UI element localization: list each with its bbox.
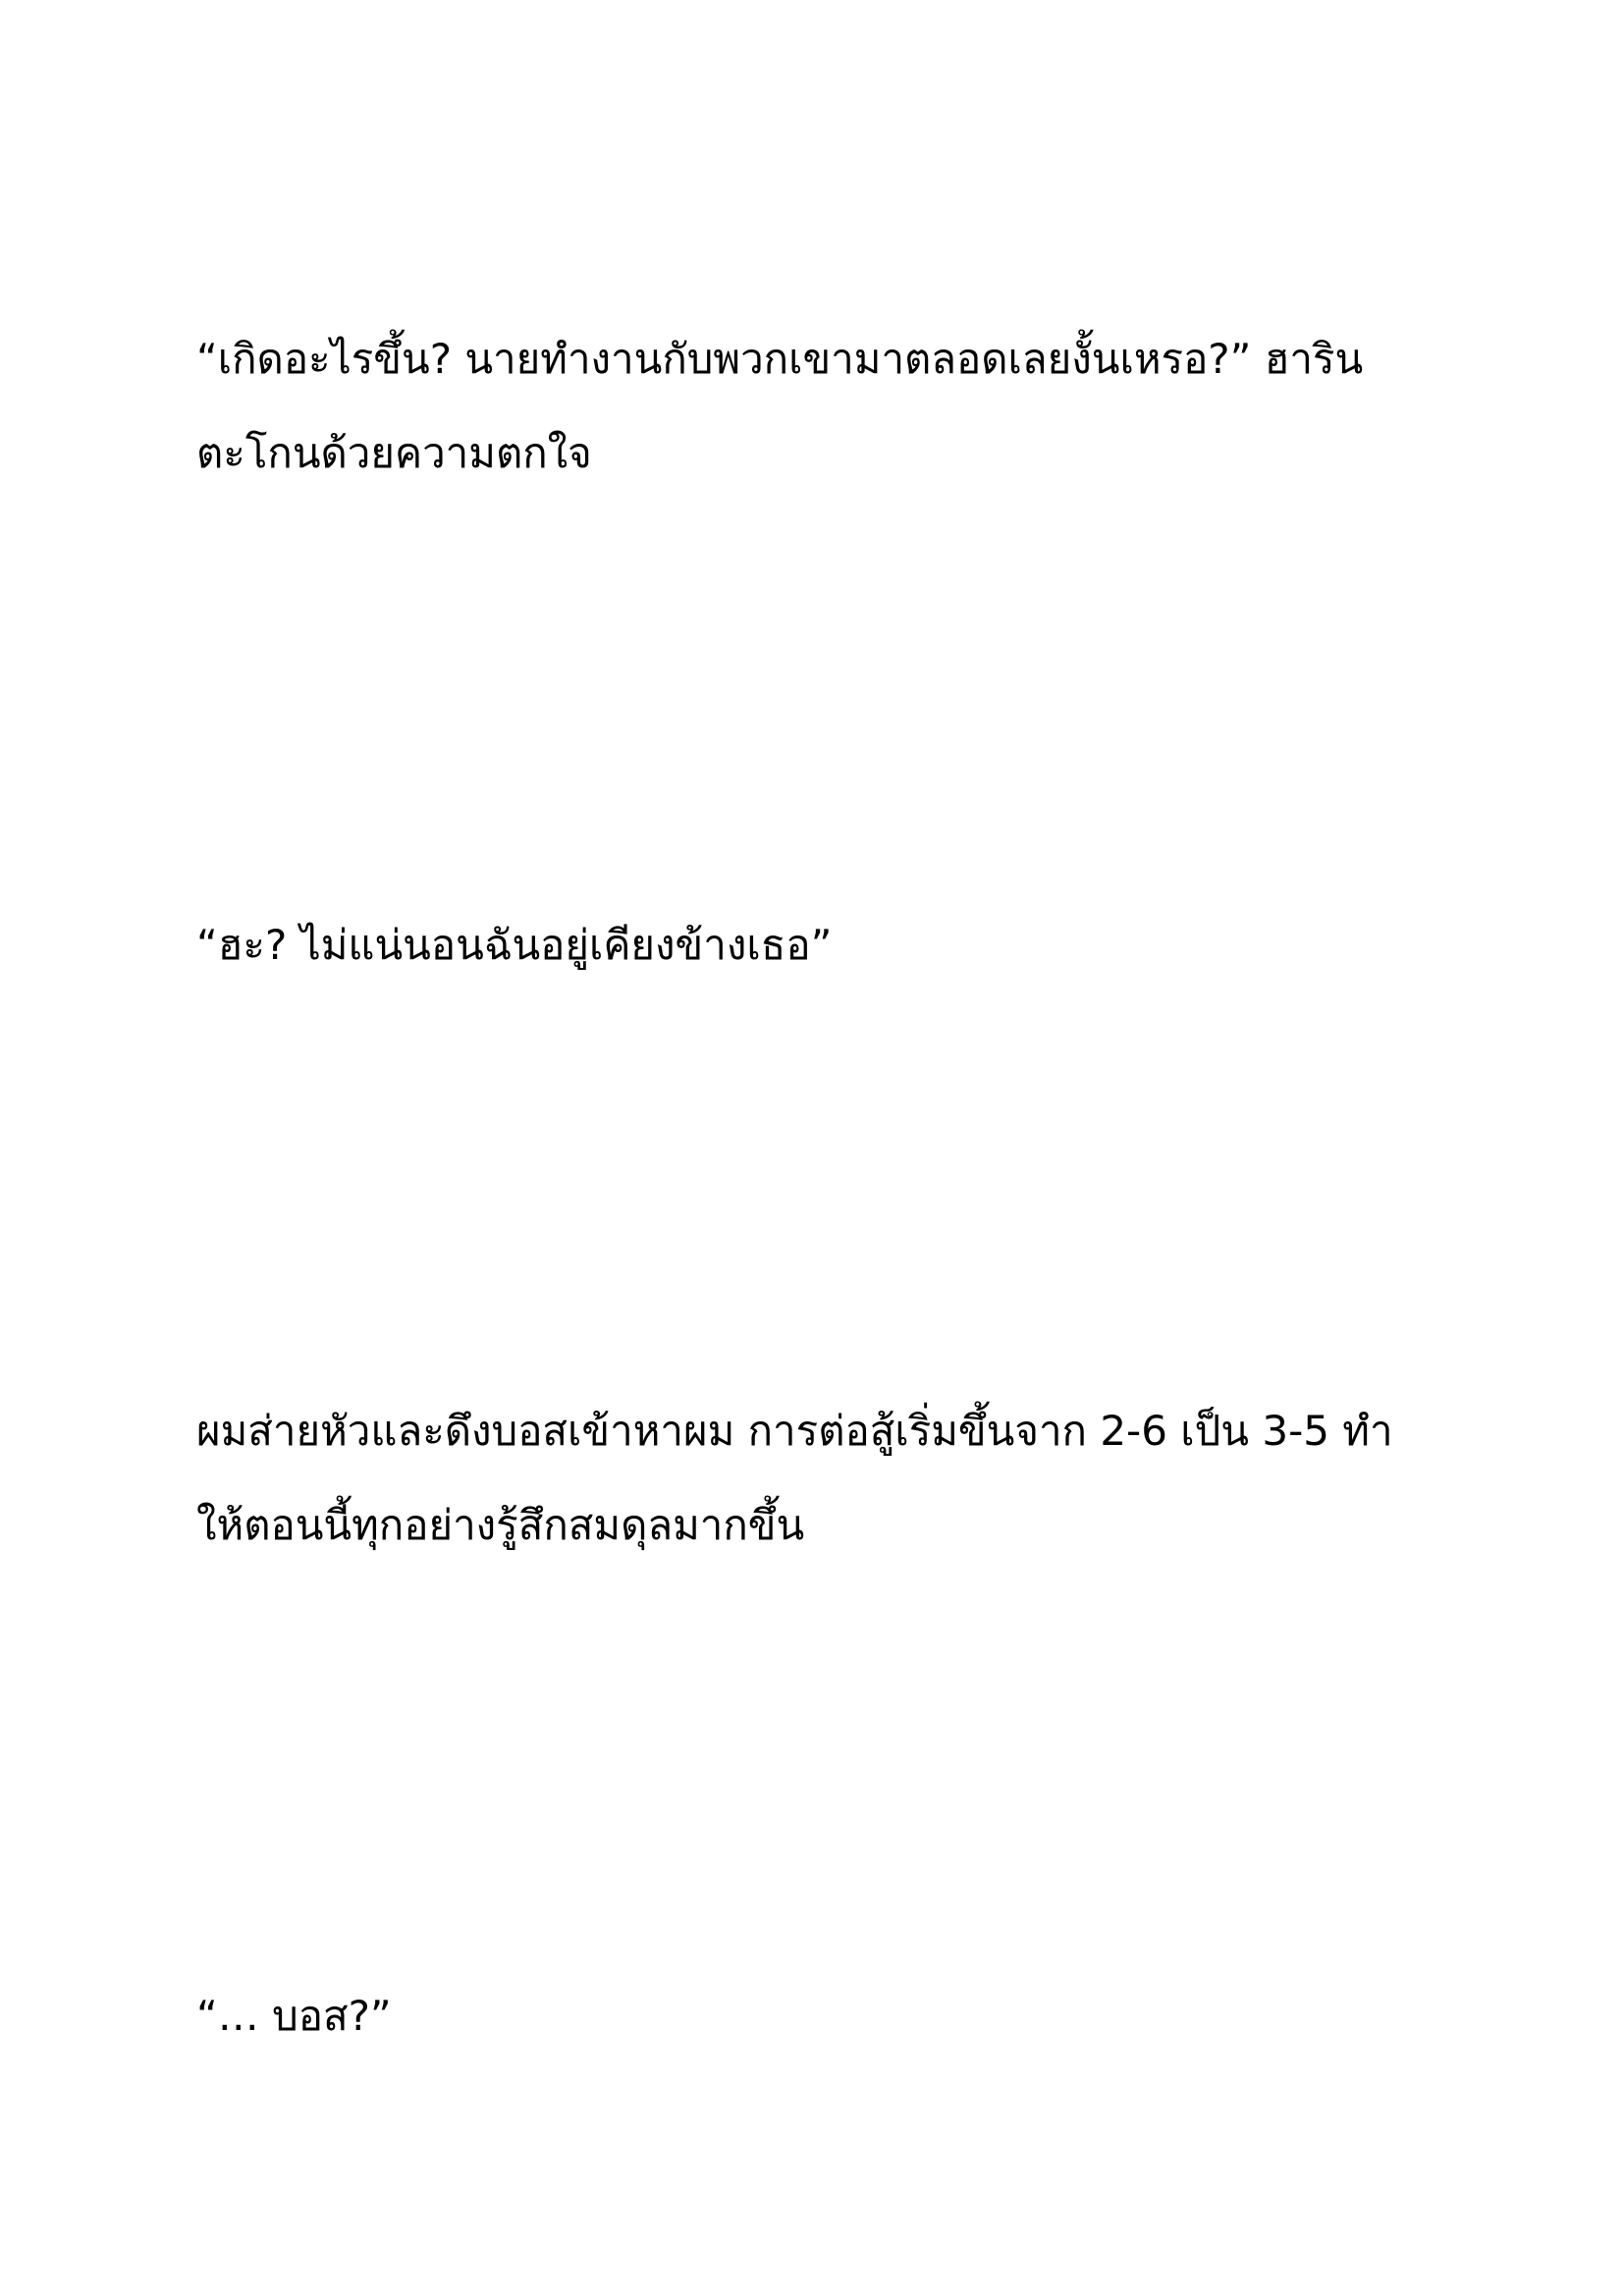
text-line: ตะโกนด้วยความตกใจ — [196, 429, 592, 477]
text-line: ผมส่ายหัวและดึงบอสเข้าหาผม การต่อสู้เริ่มขึ้นจาก 2-6 เป็น 3-5 ทำ — [196, 1407, 1393, 1455]
text-line: “… บอส?” — [196, 1992, 392, 2040]
text-line: “ฮะ? ไม่แน่นอนฉันอยู่เคียงข้างเธอ” — [196, 921, 833, 969]
paragraph-narration — [196, 1384, 1434, 1573]
text-line: “เกิดอะไรขึ้น? นายทำงานกับพวกเขามาตลอดเลยงั้นเหรอ?” ฮาริน — [196, 335, 1364, 383]
text-line: ให้ตอนนี้ทุกอย่างรู้สึกสมดุลมากขึ้น — [196, 1501, 805, 1549]
paragraph-dialogue-reply — [196, 898, 1434, 992]
paragraph-dialogue-boss — [196, 1969, 1434, 2063]
paragraph-dialogue-harin — [196, 312, 1434, 501]
